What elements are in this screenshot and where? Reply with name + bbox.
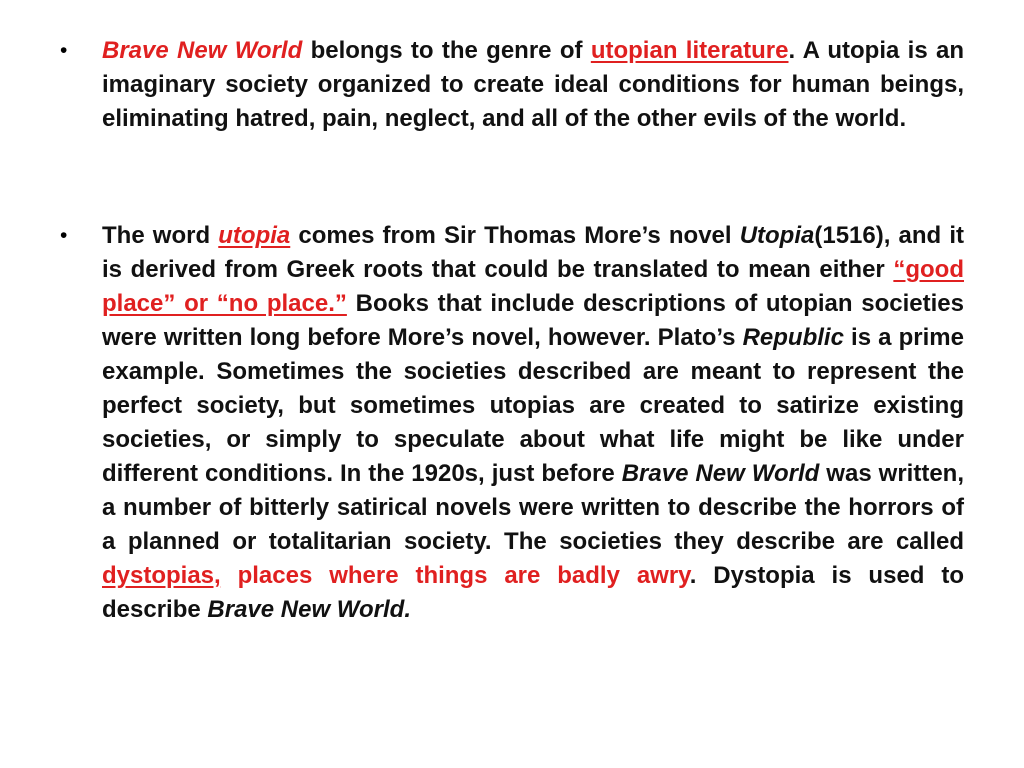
- highlight-utopia: utopia: [218, 222, 291, 249]
- bullet-icon: •: [60, 39, 68, 62]
- text-segment: The word: [102, 222, 219, 249]
- book-title-brave-new-world: Brave New World: [621, 460, 820, 487]
- book-title-brave-new-world-end: Brave New World.: [207, 596, 412, 623]
- highlight-places-awry: places where things are badly awry: [220, 562, 690, 589]
- bullet-item-utopia-origin: [60, 219, 964, 627]
- text-segment: belongs to the genre of: [302, 37, 591, 64]
- highlight-good-place-no-place: “good place” or “no place.”: [102, 256, 964, 317]
- text-segment: . Dystopia is used to describe: [102, 562, 964, 623]
- text-segment: . A utopia is an imaginary society organized to create ideal conditions for human beings, eliminating hatred, pain, neglect, and all of the other evils of the world.: [102, 37, 964, 132]
- bullet-item-genre: [60, 34, 964, 136]
- book-title-utopia: Utopia: [739, 222, 815, 249]
- book-title-republic: Republic: [742, 324, 844, 351]
- highlight-dystopias: dystopias,: [102, 562, 221, 589]
- text-segment: was written, a number of bitterly satirical novels were written to describe the horrors of a planned or totalitarian society. The societies they describe are called: [102, 460, 964, 555]
- bullet-text-genre: [102, 34, 964, 136]
- text-segment: comes from Sir Thomas More’s novel: [290, 222, 740, 249]
- text-segment: is a prime example. Sometimes the societies described are meant to represent the perfect society, but sometimes utopias are created to satirize existing societies, or simply to speculate about what life might be like under different conditions. In the 1920s, just before: [102, 324, 964, 487]
- highlight-utopian-literature: utopian literature: [590, 37, 789, 64]
- text-segment: Books that include descriptions of utopian societies were written long before More’s novel, however. Plato’s: [102, 290, 964, 351]
- book-title: Brave New World: [102, 37, 303, 64]
- bullet-text-utopia-origin: [102, 219, 964, 627]
- text-segment: (1516), and it is derived from Greek roots that could be translated to mean either: [102, 222, 964, 283]
- bullet-icon: •: [60, 224, 68, 247]
